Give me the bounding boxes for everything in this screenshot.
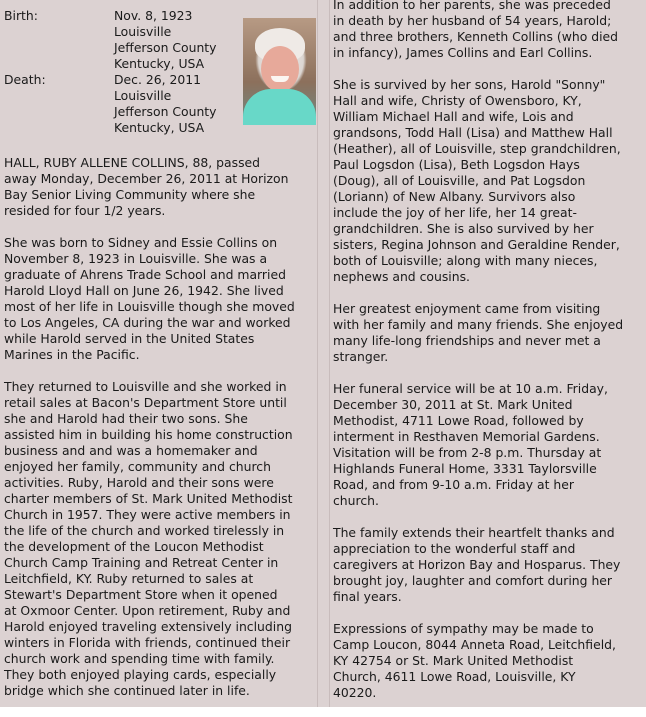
death-date: Dec. 26, 2011 — [114, 72, 202, 87]
birth-label: Birth: — [4, 8, 38, 23]
obituary-intro-paragraph: HALL, RUBY ALLENE COLLINS, 88, passed away Monday, December 26, 2011 at Horizon Bay Senior Living Community where she resided for four 1/2 years. — [4, 155, 289, 218]
biography-paragraph: She was born to Sidney and Essie Collins on November 8, 1923 in Louisville. She was a graduate of Ahrens Trade School and married Harold Lloyd Hall on June 26, 1942. She lived most of her life in Louisville though she moved to Los Angeles, CA during the war and worked while Harold served in the United States Marines in the Pacific. — [4, 235, 295, 362]
death-state: Kentucky, USA — [114, 120, 205, 135]
vital-records-table — [4, 8, 244, 136]
birth-row — [4, 8, 244, 72]
death-city: Louisville — [114, 88, 172, 103]
birth-details — [114, 8, 244, 72]
photo-face — [261, 46, 299, 92]
death-row — [4, 72, 244, 136]
portrait-photo[interactable] — [243, 18, 316, 125]
death-label: Death: — [4, 72, 46, 87]
funeral-service-paragraph: Her funeral service will be at 10 a.m. Friday, December 30, 2011 at St. Mark United Methodist, 4711 Lowe Road, followed by interment in Resthaven Memorial Gardens. Visitation will be from 2-8 p.m. Thursday at Highlands Funeral Home, 3331 Taylorsville Road, and from 9-10 a.m. Friday at her church. — [333, 381, 608, 508]
death-details — [114, 72, 244, 136]
photo-shirt — [243, 89, 316, 125]
birth-state: Kentucky, USA — [114, 56, 205, 71]
life-paragraph: They returned to Louisville and she worked in retail sales at Bacon's Department Store until she and Harold had their two sons. She assisted him in building his home construction business and and was a homemaker and enjoyed her family, community and church activities. Ruby, Harold and their sons were charter members of St. Mark United Methodist Church in 1957. They were active members in the life of the church and worked tirelessly in the development of the Loucon Methodist Church Camp Training and Retreat Center in Leitchfield, KY. Ruby returned to sales at Stewart's Department Store when it opened at Oxmoor Center. Upon retirement, Ruby and Harold enjoyed traveling extensively including winters in Florida with friends, continued their church work and spending time with family. They both enjoyed playing cards, especially bridge which she continued later in life. — [4, 379, 293, 698]
left-column — [0, 0, 318, 707]
enjoyment-paragraph: Her greatest enjoyment came from visiting with her family and many friends. She enjoyed many life-long friendships and never met a stranger. — [333, 301, 624, 364]
preceded-in-death-paragraph: In addition to her parents, she was preceded in death by her husband of 54 years, Harold; and three brothers, Kenneth Collins (who died in infancy), James Collins and Earl Collins. — [333, 0, 619, 60]
birth-date: Nov. 8, 1923 — [114, 8, 193, 23]
birth-county: Jefferson County — [114, 40, 217, 55]
survivors-paragraph: She is survived by her sons, Harold "Sonny" Hall and wife, Christy of Owensboro, KY, William Michael Hall and wife, Lois and grandsons, Todd Hall (Lisa) and Matthew Hall (Heather), all of Louisville, step grandchildren, Paul Logsdon (Lisa), Beth Logsdon Hays (Doug), all of Louisville, and Pat Logsdon (Loriann) of New Albany. Survivors also include the joy of her life, her 14 great- grandchildren. She is also survived by her sisters, Regina Johnson and Geraldine Render, both of Louisville; along with many nieces, nephews and cousins. — [333, 77, 621, 284]
sympathy-paragraph: Expressions of sympathy may be made to Camp Loucon, 8044 Anneta Road, Leitchfield, KY 42754 or St. Mark United Methodist Church, 4611 Lowe Road, Louisville, KY 40220. — [333, 621, 616, 700]
birth-city: Louisville — [114, 24, 172, 39]
death-county: Jefferson County — [114, 104, 217, 119]
thanks-paragraph: The family extends their heartfelt thanks and appreciation to the wonderful staff and caregivers at Horizon Bay and Hosparus. They brought joy, laughter and comfort during her final years. — [333, 525, 621, 604]
